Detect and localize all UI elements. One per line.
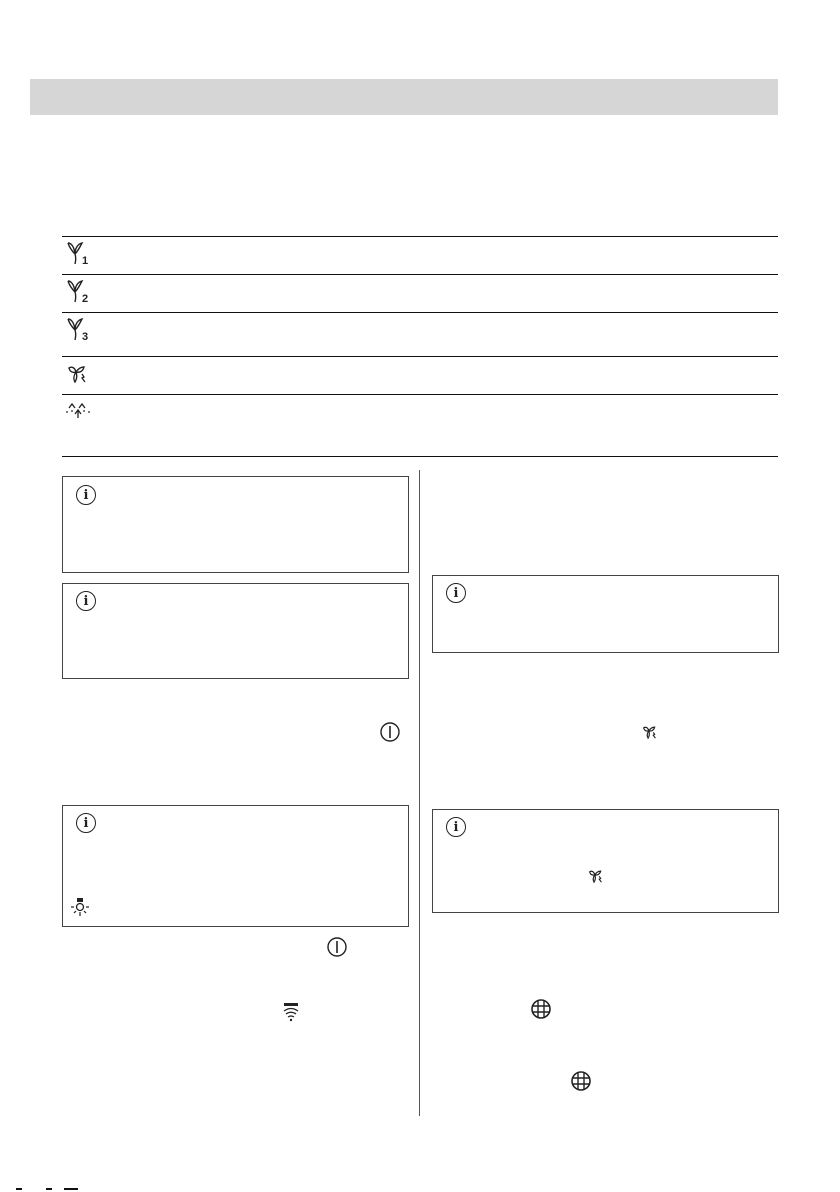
info-icon: i [76,591,96,611]
info-note-box [62,583,409,679]
table-rule [62,274,778,275]
column-divider [419,470,420,1116]
info-note-box [432,809,779,913]
svg-text:3: 3 [82,331,89,343]
power-icon [326,936,348,958]
light-bulb-icon [69,896,91,918]
fan-intensive-icon [640,722,662,744]
fan-speed-1-icon [64,240,94,270]
info-note-box [62,805,409,927]
table-rule [62,236,778,237]
table-rule [62,312,778,313]
info-icon: i [76,813,96,833]
footer-mark [64,1188,78,1190]
info-note-box [432,575,779,653]
footer-mark [16,1188,22,1190]
power-icon [379,721,401,743]
info-icon: i [76,485,96,505]
section-header-band [30,79,778,115]
fan-intensive-icon [64,360,94,390]
fan-speed-2-icon [64,278,94,308]
footer-mark [46,1188,52,1190]
table-rule [62,456,778,457]
hob-to-hood-icon [280,1001,302,1023]
fan-speed-3-icon [64,316,94,346]
fan-intensive-icon [586,866,608,888]
info-icon: i [446,583,466,603]
steam-extraction-icon [64,398,94,428]
svg-text:2: 2 [82,293,89,305]
info-note-box [62,476,409,573]
grease-filter-icon [570,1070,592,1092]
svg-text:1: 1 [82,255,89,267]
table-rule [62,356,778,357]
info-icon: i [446,817,466,837]
grease-filter-icon [530,998,552,1020]
table-rule [62,394,778,395]
